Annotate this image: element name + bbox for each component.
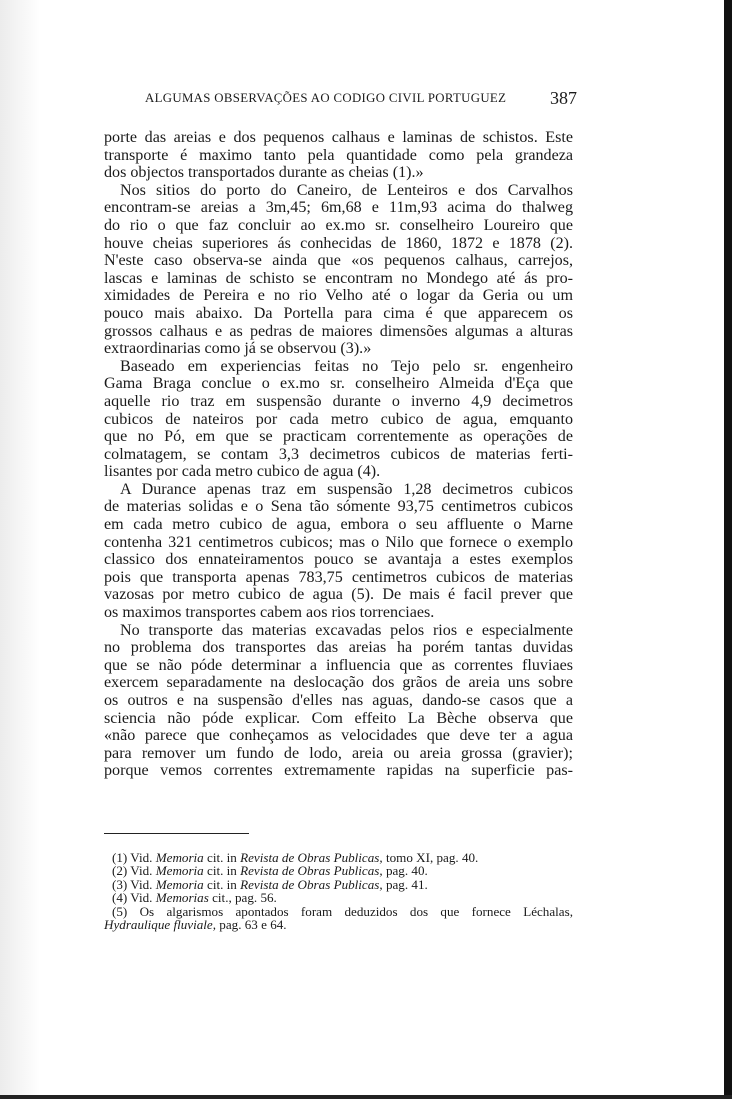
footnote-5: (5) Os algarismos apontados foram deduzidos dos que fornece Léchalas, xyxy=(112,903,573,919)
text-line: contenha 321 centimetros cubicos; mas o Nilo que fornece o exemplo xyxy=(104,533,573,551)
footnote-5-continued: Hydraulique fluviale, pag. 63 e 64. xyxy=(104,916,287,932)
footnote-4: (4) Vid. Memorias cit., pag. 56. xyxy=(112,890,277,906)
text-line: classico dos ennateiramentos pouco se avantaja a estes exemplos xyxy=(104,551,573,569)
text-line: exercem separadamente na deslocação dos grãos de areia uns sobre xyxy=(104,674,573,692)
scan-edge-right xyxy=(724,0,732,1099)
text-line: que se não póde determinar a influencia que as correntes fluviaes xyxy=(104,656,573,674)
footnote-3: (3) Vid. Memoria cit. in Revista de Obras Publicas, pag. 41. xyxy=(112,876,428,892)
text-line: transporte é maximo tanto pela quantidade como pela grandeza xyxy=(104,146,573,164)
text-line: N'este caso observa-se ainda que «os pequenos calhaus, carrejos, xyxy=(104,252,573,270)
text-line: encontram-se areias a 3m,45; 6m,68 e 11m,93 acima do thalweg xyxy=(104,199,573,217)
text-line: aquelle rio traz em suspensão durante o inverno 4,9 decimetros xyxy=(104,392,573,410)
text-line: cubicos de nateiros por cada metro cubico de agua, emquanto xyxy=(104,410,573,428)
text-line: Baseado em experiencias feitas no Tejo pelo sr. engenheiro xyxy=(120,357,573,375)
scan-edge-bottom xyxy=(0,1095,732,1099)
page-number: 387 xyxy=(550,88,577,108)
running-head xyxy=(145,88,577,110)
text-line: colmatagem, se contam 3,3 decimetros cubicos de materias ferti- xyxy=(104,445,573,463)
text-line: grossos calhaus e as pedras de maiores dimensões algumas a alturas xyxy=(104,322,573,340)
text-line: ximidades de Pereira e no rio Velho até o logar da Geria ou um xyxy=(104,287,573,305)
text-line: «não parece que conheçamos as velocidades que deve ter a agua xyxy=(104,727,573,745)
text-line: houve cheias superiores ás conhecidas de 1860, 1872 e 1878 (2). xyxy=(104,234,573,252)
text-line: de materias solidas e o Sena tão sómente 93,75 centimetros cubicos xyxy=(104,498,573,516)
text-line: A Durance apenas traz em suspensão 1,28 decimetros cubicos xyxy=(120,480,573,498)
text-line: vazosas por metro cubico de agua (5). De mais é facil prever que xyxy=(104,586,573,604)
running-title: ALGUMAS OBSERVAÇÕES AO CODIGO CIVIL PORTUGUEZ xyxy=(145,91,507,105)
text-line: lisantes por cada metro cubico de agua (4). xyxy=(104,463,381,481)
text-line: para remover um fundo de lodo, areia ou areia grossa (gravier); xyxy=(104,744,573,762)
text-line: no problema dos transportes das areias ha porém tantas duvidas xyxy=(104,639,573,657)
text-line: pois que transporta apenas 783,75 centimetros cubicos de materias xyxy=(104,568,573,586)
text-line: dos objectos transportados durante as cheias (1).» xyxy=(104,164,424,182)
text-line: lascas e laminas de schisto se encontram no Mondego até ás pro- xyxy=(104,269,573,287)
text-line: porque vemos correntes extremamente rapidas na superficie pas- xyxy=(104,762,573,780)
text-line: Gama Braga conclue o ex.mo sr. conselheiro Almeida d'Eça que xyxy=(104,375,573,393)
text-line: em cada metro cubico de agua, embora o seu affluente o Marne xyxy=(104,516,573,534)
text-line: extraordinarias como já se observou (3).» xyxy=(104,340,372,358)
footnote-1: (1) Vid. Memoria cit. in Revista de Obras Publicas, tomo XI, pag. 40. xyxy=(112,850,479,865)
text-line: Nos sitios do porto do Caneiro, de Lenteiros e dos Carvalhos xyxy=(120,181,573,199)
text-line: pouco mais abaixo. Da Portella para cima é que apparecem os xyxy=(104,304,573,322)
text-line: os outros e na suspensão d'elles nas aguas, dando-se casos que a xyxy=(104,692,573,709)
footnote-2: (2) Vid. Memoria cit. in Revista de Obras Publicas, pag. 40. xyxy=(112,863,428,879)
text-line: que no Pó, em que se practicam correntemente as operações de xyxy=(104,428,573,446)
footnotes xyxy=(104,851,573,931)
footnote-divider xyxy=(104,833,249,834)
text-line: do rio o que faz concluir ao ex.mo sr. conselheiro Loureiro que xyxy=(104,216,573,234)
text-line: porte das areias e dos pequenos calhaus e laminas de schistos. Este xyxy=(104,129,573,146)
text-line: No transporte das materias excavadas pelos rios e especialmente xyxy=(120,621,573,639)
body-text xyxy=(104,129,573,780)
text-line: sciencia não póde explicar. Com effeito La Bèche observa que xyxy=(104,709,573,727)
text-line: os maximos transportes cabem aos rios torrenciaes. xyxy=(104,604,435,622)
